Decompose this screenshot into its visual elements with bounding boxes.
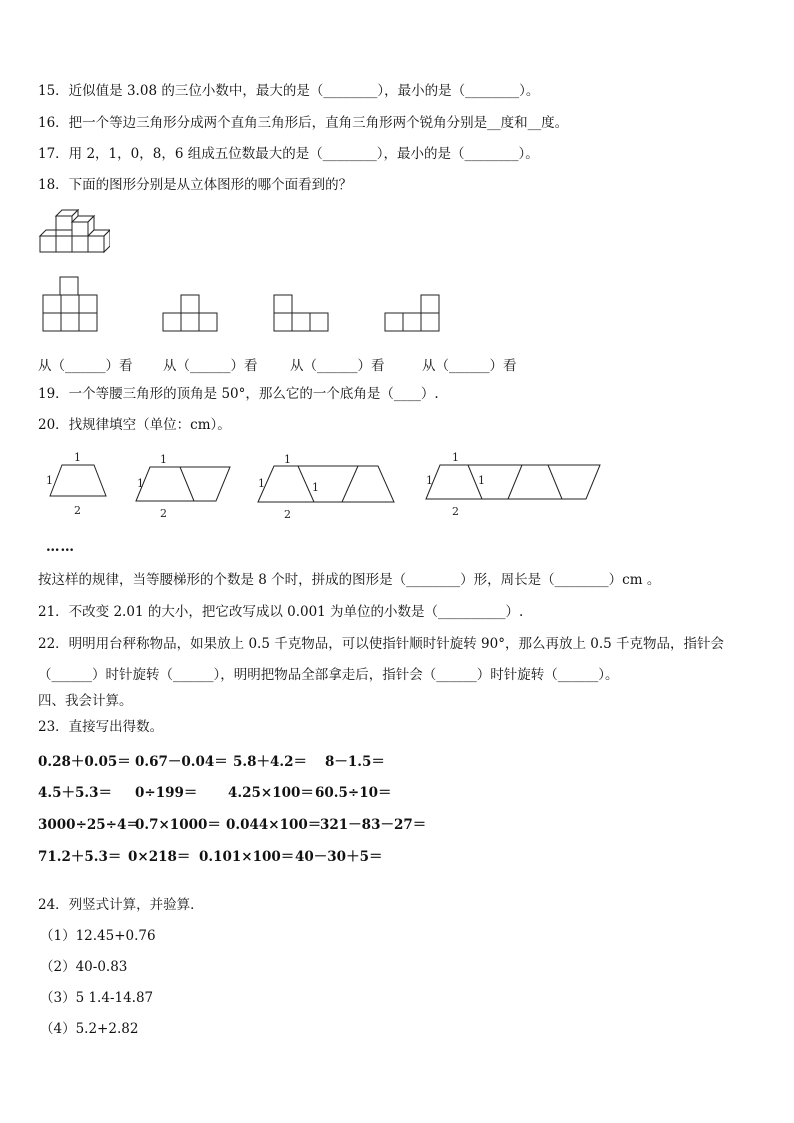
trapezoid-top-label: 1 <box>452 451 459 464</box>
calc-item: 0.7×1000＝ <box>135 817 221 833</box>
section-4-heading: 四、我会计算。 <box>38 693 133 709</box>
trapezoid-top-label: 1 <box>160 453 167 466</box>
question-22-line1: 22．明明用台秤称物品，如果放上 0.5 千克物品，可以使指针顺时针旋转 90°，那么再放上 0.5 千克物品，指针会 <box>38 636 725 652</box>
view-figure-1 <box>42 276 98 332</box>
cube-stack-figure <box>36 208 110 256</box>
calc-item: 71.2＋5.3＝ <box>38 849 122 865</box>
view-figure-4 <box>384 294 440 332</box>
trapezoid-bottom-label: 2 <box>284 508 291 521</box>
calc-item: 4.25×100＝ <box>228 785 314 801</box>
question-23: 23．直接写出得数。 <box>38 719 164 735</box>
question-19: 19．一个等腰三角形的顶角是 50°，那么它的一个底角是（____）. <box>38 386 439 402</box>
calc-item: 321－83－27＝ <box>320 817 427 833</box>
view-figure-3 <box>273 294 329 332</box>
trapezoid-bottom-label: 2 <box>452 505 459 518</box>
calc-item: 0×218＝ <box>128 849 191 865</box>
trapezoid-side-label: 1 <box>258 477 265 490</box>
view-label-1: 从（______）看 <box>38 358 133 374</box>
question-16: 16．把一个等边三角形分成两个直角三角形后，直角三角形两个锐角分别是__度和__度。 <box>38 115 569 131</box>
calc-item: 0.28＋0.05＝ <box>38 754 131 770</box>
continuation-dots: …… <box>46 539 75 555</box>
calc-item: 40－30＋5＝ <box>295 849 383 865</box>
vertical-calc-3: （3）5 1.4-14.87 <box>40 990 154 1006</box>
calc-item: 5.8＋4.2＝ <box>233 754 307 770</box>
trapezoid-side-label: 1 <box>478 474 485 487</box>
question-22-line2: （______）时针旋转（______），明明把物品全部拿走后，指针会（______）时针旋转（______）。 <box>38 667 619 683</box>
question-24: 24．列竖式计算，并验算． <box>38 897 204 913</box>
question-21: 21．不改变 2.01 的大小，把它改写成以 0.001 为单位的小数是（__________）. <box>38 604 524 620</box>
trapezoid-top-label: 1 <box>74 451 81 464</box>
trapezoid-bottom-label: 2 <box>160 507 167 520</box>
question-17: 17．用 2，1，0，8，6 组成五位数最大的是（________），最小的是（________）。 <box>38 146 539 162</box>
trapezoid-side-label: 1 <box>137 477 144 490</box>
trapezoid-bottom-label: 2 <box>74 504 81 517</box>
calc-item: 0.67－0.04＝ <box>135 754 228 770</box>
calc-item: 0.044×100＝ <box>226 817 322 833</box>
calc-item: 8－1.5＝ <box>325 754 385 770</box>
calc-item: 0÷199＝ <box>135 785 198 801</box>
calc-item: 4.5＋5.3＝ <box>38 785 112 801</box>
question-20-fill: 按这样的规律，当等腰梯形的个数是 8 个时，拼成的图形是（________）形，周长是（________）cm 。 <box>38 572 661 588</box>
trapezoid-top-label: 1 <box>284 453 291 466</box>
question-18: 18．下面的图形分别是从立体图形的哪个面看到的？ <box>38 177 353 193</box>
vertical-calc-4: （4）5.2+2.82 <box>40 1021 139 1037</box>
view-label-3: 从（______）看 <box>290 358 385 374</box>
calc-item: 0.101×100＝ <box>199 849 295 865</box>
trapezoid-side-label: 1 <box>46 474 53 487</box>
question-20: 20．找规律填空（单位：cm）。 <box>38 417 231 433</box>
view-figure-2 <box>162 294 218 332</box>
vertical-calc-1: （1）12.45+0.76 <box>40 928 156 944</box>
trapezoid-side-label: 1 <box>312 481 319 494</box>
trapezoid-pattern-figure <box>36 448 606 522</box>
trapezoid-side-label: 1 <box>426 474 433 487</box>
question-15: 15．近似值是 3.08 的三位小数中，最大的是（________），最小的是（________）。 <box>38 83 540 99</box>
view-label-2: 从（______）看 <box>163 358 258 374</box>
vertical-calc-2: （2）40-0.83 <box>40 959 128 975</box>
calc-item: 3000÷25÷4＝ <box>38 817 140 833</box>
view-label-4: 从（______）看 <box>422 358 517 374</box>
calc-item: 60.5÷10＝ <box>315 785 392 801</box>
